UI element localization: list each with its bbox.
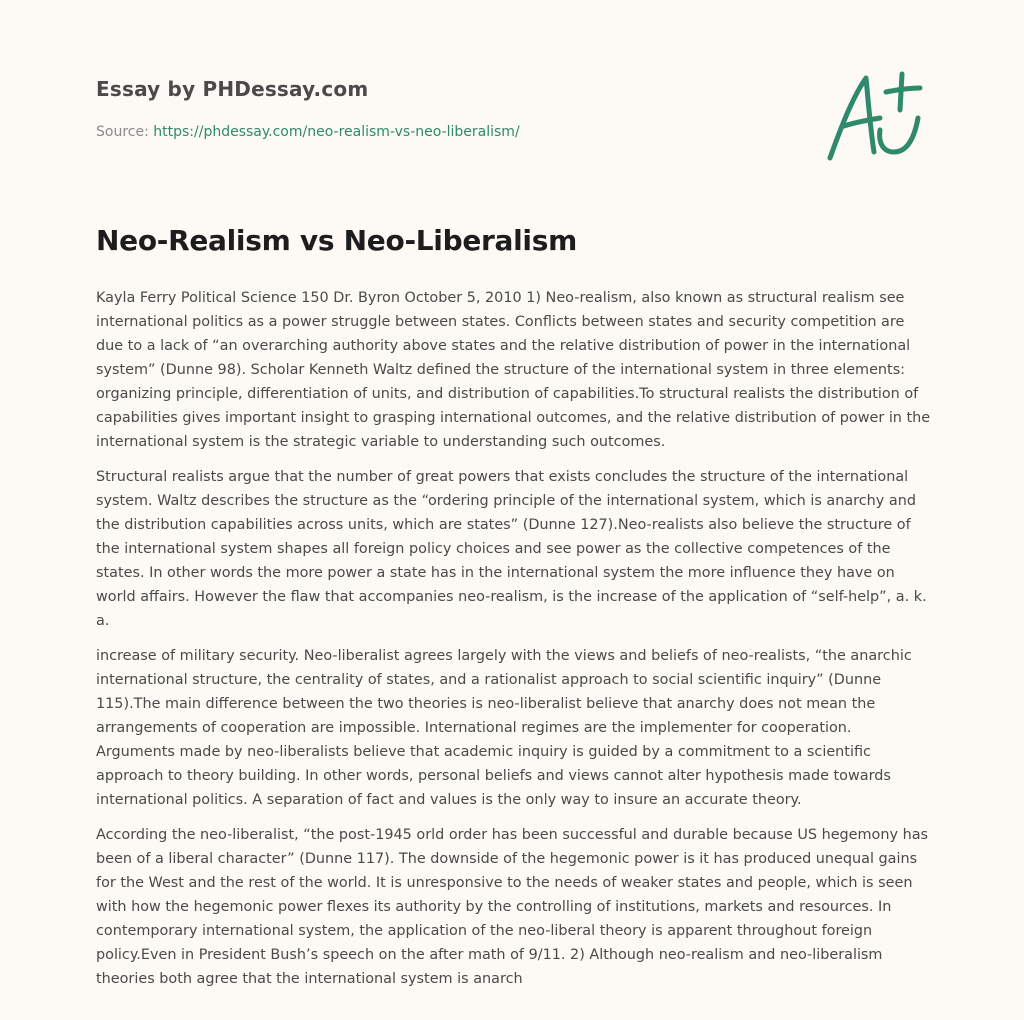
essay-paragraph: Structural realists argue that the number of great powers that exists concludes the structure of the international system. Waltz describes the structure as the “ordering principle of the international system, which is anarchy and the distribution capabilities across units, which are states” (Dunne 127).Neo-realists also believe the structure of the international system shapes all foreign policy choices and see power as the collective competences of the states. In other words the more power a state has in the international system the more influence they have on world affairs. However the flaw that accompanies neo-realism, is the increase of the application of “self-help”, a. k. a.: [96, 469, 927, 629]
a-plus-grade-icon: [822, 68, 926, 164]
source-label: Source:: [96, 124, 154, 140]
source-line: [96, 124, 520, 140]
source-link[interactable]: https://phdessay.com/neo-realism-vs-neo-liberalism/: [153, 124, 520, 140]
essay-body: [96, 286, 932, 1002]
essay-paragraph: According the neo-liberalist, “the post-1945 orld order has been successful and durable because US hegemony has been of a liberal character” (Dunne 117). The downside of the hegemonic power is it has produced unequal gains for the West and the rest of the world. It is unresponsive to the needs of weaker states and people, which is seen with how the hegemonic power flexes its authority by the controlling of institutions, markets and resources. In contemporary international system, the application of the neo-liberal theory is apparent throughout foreign policy.Even in President Bush’s speech on the after math of 9/11. 2) Although neo-realism and neo-liberalism theories both agree that the international system is anarch: [96, 827, 929, 987]
essay-paragraph: increase of military security. Neo-liberalist agrees largely with the views and beliefs of neo-realists, “the anarchic international structure, the centrality of states, and a rationalist approach to social scientific inquiry” (Dunne 115).The main difference between the two theories is neo-liberalist believe that anarchy does not mean the arrangements of cooperation are impossible. International regimes are the implementer for cooperation. Arguments made by neo-liberalists believe that academic inquiry is guided by a commitment to a scientific approach to theory building. In other words, personal beliefs and views cannot alter hypothesis made towards international politics. A separation of fact and values is the only way to insure an accurate theory.: [96, 648, 912, 808]
page-title: Neo-Realism vs Neo-Liberalism: [96, 224, 577, 257]
site-brand: Essay by PHDessay.com: [96, 77, 369, 101]
essay-paragraph: Kayla Ferry Political Science 150 Dr. Byron October 5, 2010 1) Neo-realism, also known as structural realism see international politics as a power struggle between states. Conflicts between states and security competition are due to a lack of “an overarching authority above states and the relative distribution of power in the international system” (Dunne 98). Scholar Kenneth Waltz defined the structure of the international system in three elements: organizing principle, differentiation of units, and distribution of capabilities.To structural realists the distribution of capabilities gives important insight to grasping international outcomes, and the relative distribution of power in the international system is the strategic variable to understanding such outcomes.: [96, 290, 931, 450]
